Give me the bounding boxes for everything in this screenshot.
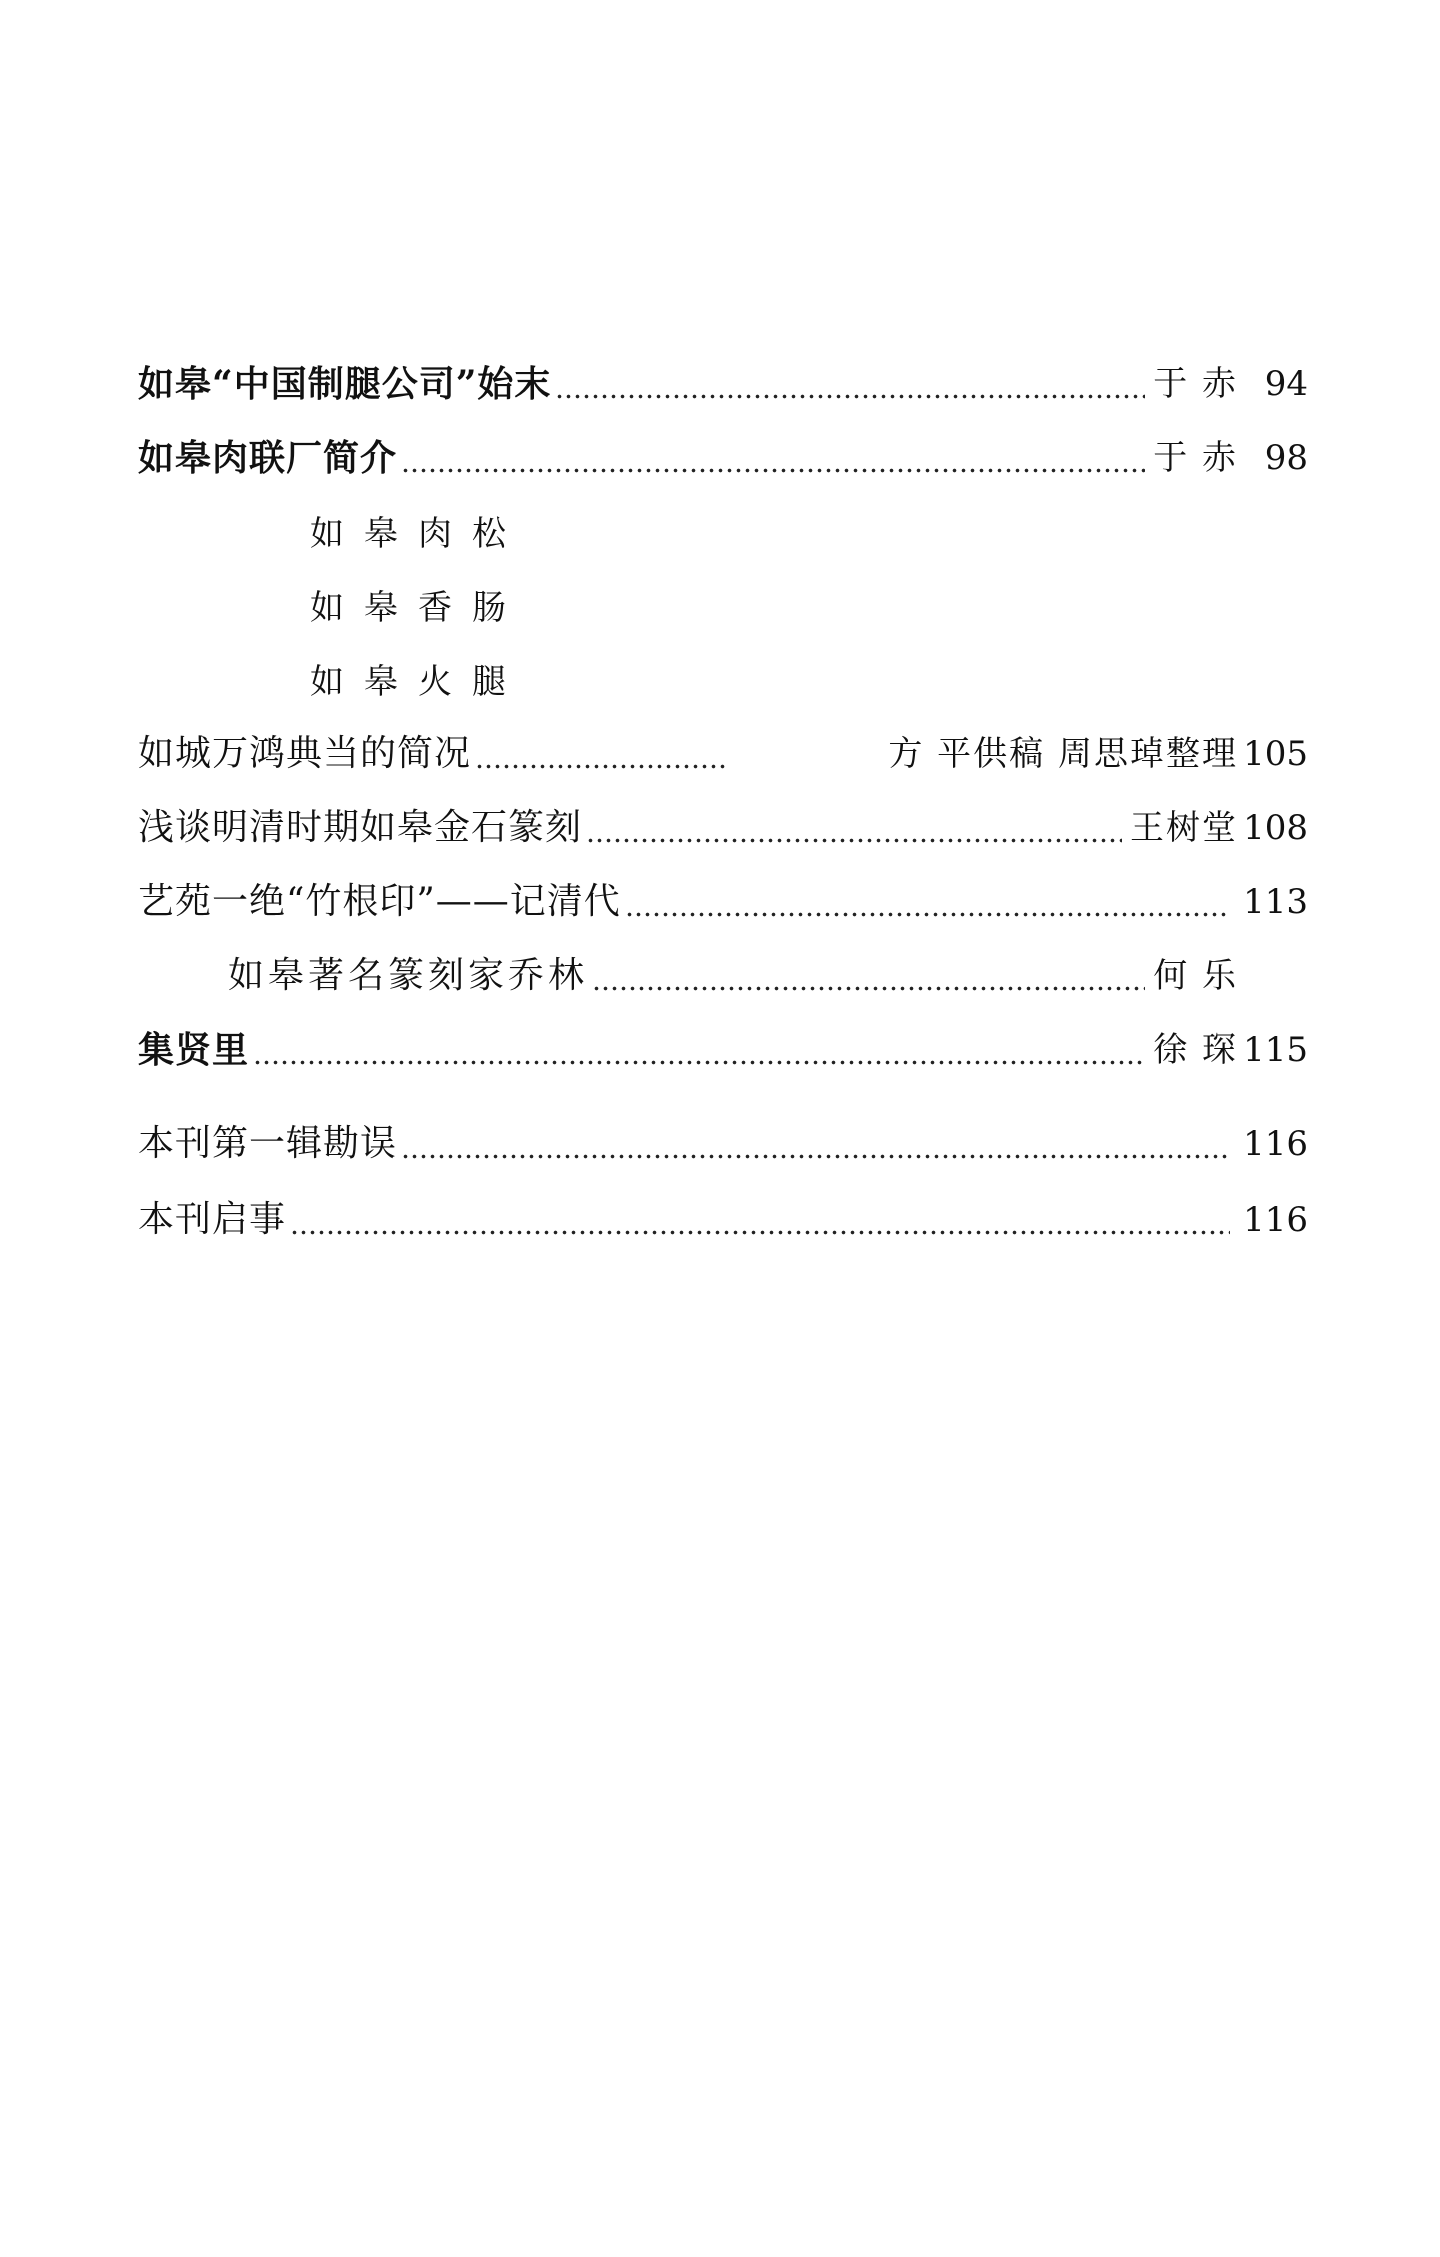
toc-entry-page: 108 — [1243, 808, 1308, 848]
dot-leader — [555, 358, 1145, 410]
toc-entry-page: 94 — [1264, 364, 1308, 404]
dot-leader — [586, 802, 1122, 854]
toc-entry-title: 如城万鸿典当的简况 — [138, 733, 472, 774]
toc-entry-author: 何 乐 — [1153, 956, 1238, 996]
toc-entry-title: 集贤里 — [138, 1029, 250, 1071]
toc-entry-author: 于 赤 — [1153, 364, 1238, 404]
toc-entry-title: 本刊第一辑勘误 — [138, 1123, 398, 1164]
toc-entry — [138, 876, 1308, 928]
toc-entry-author: 王树堂 — [1130, 808, 1238, 848]
toc-entry — [138, 1118, 1308, 1170]
toc-entry — [138, 432, 1308, 484]
toc-subitem: 如皋肉松 — [310, 514, 526, 554]
toc-entry-page: 113 — [1243, 882, 1308, 922]
toc-subitem: 如皋火腿 — [310, 662, 526, 702]
toc-entry-author: 方 平供稿 周思琸整理 — [888, 734, 1238, 774]
toc-entry-title: 本刊启事 — [138, 1199, 287, 1240]
toc-entry — [138, 1024, 1308, 1076]
dot-leader — [625, 876, 1230, 928]
toc-entry — [228, 950, 1308, 1002]
dot-leader — [290, 1194, 1230, 1246]
toc-entry-page: 105 — [1243, 734, 1308, 774]
toc-entry-title: 如皋肉联厂简介 — [138, 437, 398, 479]
toc-entry — [138, 1194, 1308, 1246]
dot-leader — [401, 432, 1145, 484]
dot-leader — [592, 950, 1145, 1002]
dot-leader — [401, 1118, 1230, 1170]
dot-leader — [253, 1024, 1145, 1076]
toc-entry-page: 116 — [1243, 1200, 1308, 1240]
dot-leader — [475, 728, 725, 780]
toc-entry-title: 艺苑一绝“竹根印”——记清代 — [138, 881, 621, 922]
toc-entry — [138, 802, 1308, 854]
toc-entry-page: 116 — [1243, 1124, 1308, 1164]
table-of-contents — [138, 0, 1308, 1300]
toc-entry-page: 98 — [1264, 438, 1308, 478]
toc-entry-title: 如皋著名篆刻家乔林 — [228, 955, 589, 996]
toc-subitem: 如皋香肠 — [310, 588, 526, 628]
toc-entry-page: 115 — [1243, 1030, 1308, 1070]
toc-entry-author: 徐 琛 — [1153, 1030, 1238, 1070]
toc-entry-title: 浅谈明清时期如皋金石篆刻 — [138, 807, 583, 848]
toc-entry — [138, 358, 1308, 410]
toc-entry-author: 于 赤 — [1153, 438, 1238, 478]
toc-entry — [138, 728, 1308, 780]
toc-entry-title: 如皋“中国制腿公司”始末 — [138, 363, 552, 405]
